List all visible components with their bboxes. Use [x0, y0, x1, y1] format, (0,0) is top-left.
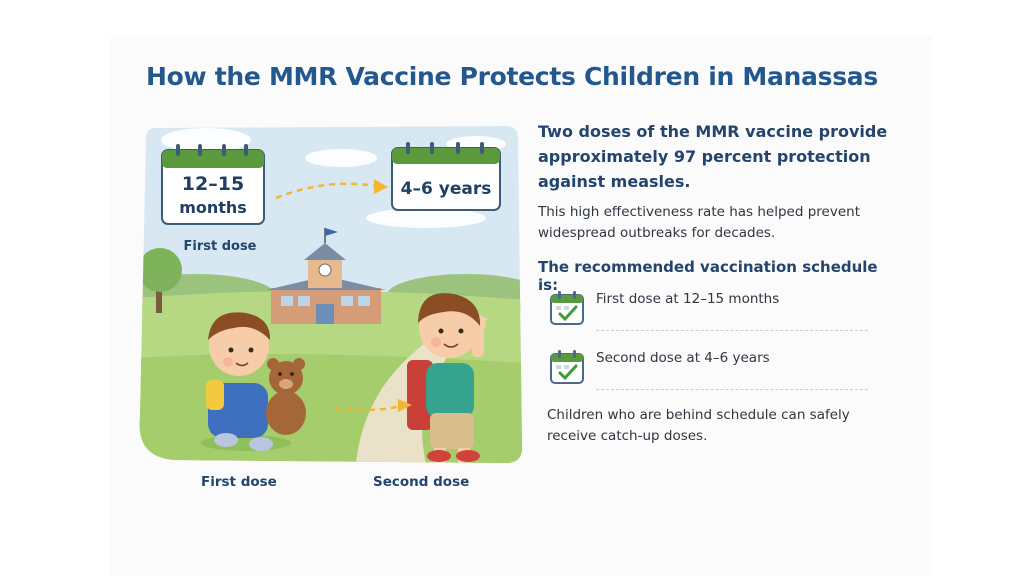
calendar-left-line2: months: [179, 198, 247, 217]
calendar-check-icon: [548, 348, 586, 386]
catch-up-paragraph: Children who are behind schedule can safely receive catch-up doses.: [547, 407, 850, 444]
schedule-item: [548, 346, 868, 390]
calendar-right-text: 4–6 years: [400, 179, 492, 199]
calendar-right-icon: [392, 142, 500, 210]
schedule-heading: The recommended vaccination schedule is:: [538, 258, 878, 294]
calendar-check-icon: [548, 289, 586, 327]
schedule-item: [548, 287, 868, 331]
schedule-item-label: First dose at 12–15 months: [596, 291, 780, 307]
calendar-left-line1: 12–15: [181, 173, 245, 195]
first-dose-label: First dose: [201, 474, 277, 490]
schedule-item-label: Second dose at 4–6 years: [596, 350, 770, 366]
divider: [596, 389, 868, 390]
intro-text: Two doses of the MMR vaccine provide approximately 97 percent protection against measles.: [538, 122, 888, 191]
second-dose-label: Second dose: [373, 474, 470, 490]
vaccination-illustration: [136, 118, 524, 463]
divider: [596, 330, 868, 331]
page-title: How the MMR Vaccine Protects Children in Manassas: [146, 62, 878, 91]
calendar-left-caption: First dose: [183, 239, 257, 254]
effectiveness-paragraph: This high effectiveness rate has helped prevent widespread outbreaks for decades.: [538, 204, 860, 241]
